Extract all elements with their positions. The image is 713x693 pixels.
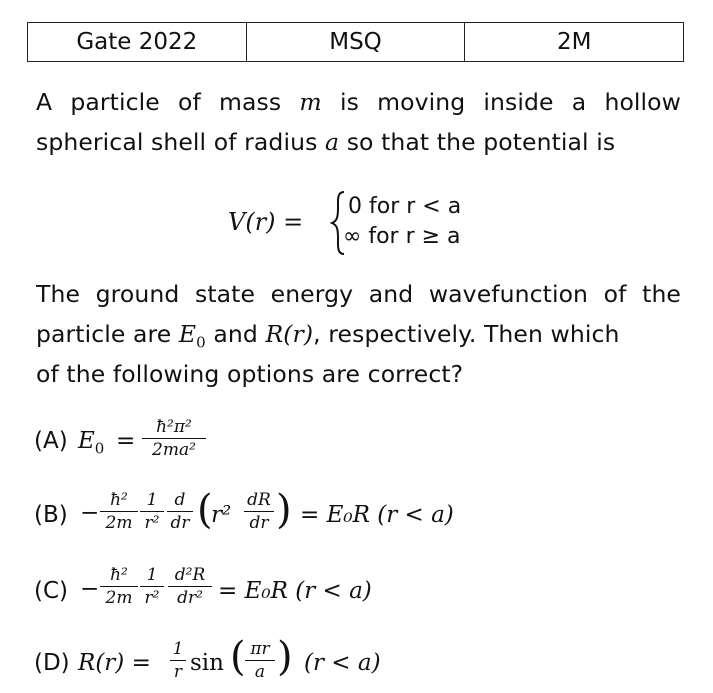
header-table [27, 22, 684, 62]
option-c-fraction-inv-r2: 1 r² [140, 565, 164, 608]
option-a-equals: = [116, 428, 136, 454]
option-d-rhs: (r < a) [304, 650, 381, 676]
option-c-rhs: = E₀R (r < a) [218, 578, 372, 604]
question-line-2: spherical shell of radius a so that the potential is [36, 128, 616, 156]
question-line-4: particle are $E_0$ and R(r), respectively. Then which [36, 320, 620, 352]
option-c-fraction-hbar: ħ² 2m [100, 565, 138, 608]
marks-cell: 2M [556, 29, 592, 55]
option-c-fraction-d2R-dr2: d²R dr² [168, 565, 212, 608]
option-b-fraction-dR-dr: dR dr [244, 490, 274, 533]
option-a-lhs: $E_0$ [78, 428, 105, 458]
option-b-label: (B) [34, 502, 68, 528]
potential-case-outside: ∞ for r ≥ a [343, 224, 461, 249]
option-b-rhs: = E₀R (r < a) [300, 502, 454, 528]
option-c-minus: − [80, 576, 100, 602]
option-b-fraction-inv-r2: 1 r² [140, 490, 164, 533]
question-line-5: of the following options are correct? [36, 360, 464, 388]
question-line-1: A particle of mass m is moving inside a hollow [36, 88, 681, 116]
question-line-3: The ground state energy and wavefunction of the [36, 280, 681, 308]
option-a-label: (A) [34, 428, 68, 454]
option-d-label: (D) [34, 650, 70, 676]
option-d-left-paren: ( [230, 634, 246, 680]
option-d-fraction-pi-r-a: πr a [245, 639, 275, 682]
potential-definition [228, 190, 528, 260]
question-type-cell: MSQ [247, 23, 466, 61]
option-b-fraction-d-dr: d dr [167, 490, 193, 533]
option-b-minus: − [80, 500, 100, 526]
option-d-lhs: R(r) = [78, 650, 151, 676]
option-a-fraction: ħ²π² 2ma² [142, 417, 206, 460]
potential-lhs: V(r) = [228, 208, 304, 236]
exam-cell: Gate 2022 [28, 23, 247, 61]
option-b-fraction-hbar: ħ² 2m [100, 490, 138, 533]
potential-case-inside: 0 for r < a [348, 194, 462, 219]
option-d-fraction-inv-r: 1 r [170, 639, 186, 682]
option-d-sin: sin [190, 650, 224, 676]
option-b-left-paren: ( [197, 487, 213, 533]
option-b-inner-r2: r² [211, 502, 232, 528]
option-d-right-paren: ) [277, 634, 293, 680]
option-b-right-paren: ) [276, 487, 292, 533]
option-c-label: (C) [34, 578, 69, 604]
